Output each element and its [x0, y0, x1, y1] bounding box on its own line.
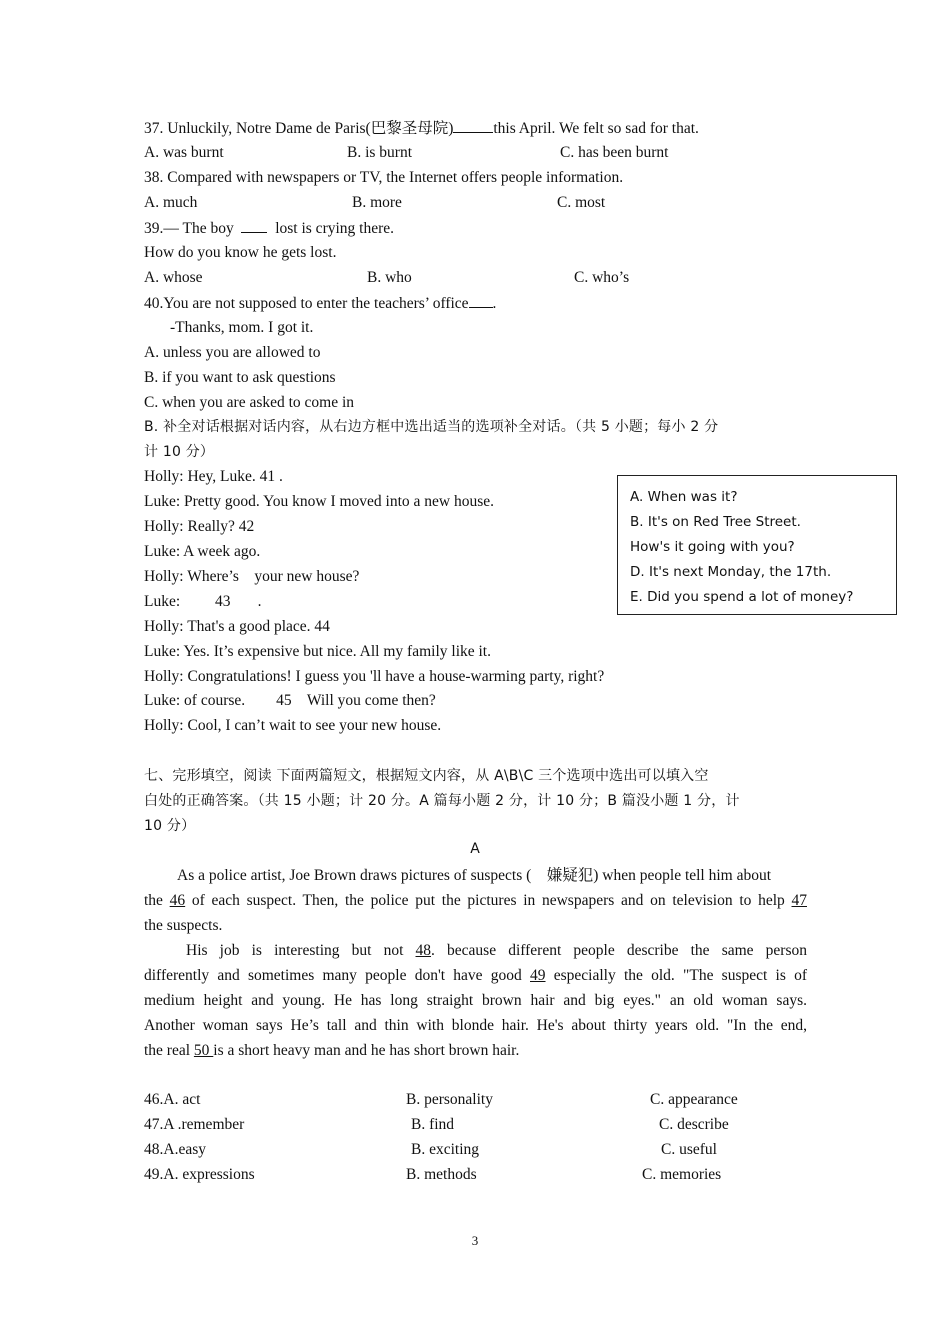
- q40-stem-end: .: [492, 295, 497, 312]
- dialog-line: Luke: Pretty good. You know I moved into a new house.: [144, 493, 495, 510]
- passage-text: the: [144, 892, 163, 909]
- dialog-instruction-line-2: 计 10 分）: [144, 444, 215, 460]
- dialog-option: How's it going with you?: [630, 539, 795, 555]
- blank-47: 47: [791, 892, 807, 909]
- cloze-option-c: C. describe: [659, 1116, 729, 1133]
- q38-option-c: C. most: [557, 194, 606, 211]
- cloze-option-a: 46.A. act: [144, 1091, 201, 1108]
- passage-text: of each suspect. Then, the police put the pictures in newspapers and on television to help: [191, 892, 785, 909]
- cloze-option-b: B. methods: [406, 1166, 477, 1183]
- passage-text: especially the old. "The suspect is of: [553, 967, 808, 984]
- passage-text: His job is interesting but not: [186, 942, 404, 959]
- passage-line: [186, 941, 807, 961]
- q39-stem-start: 39.— The boy: [144, 220, 234, 237]
- q40-option-a: A. unless you are allowed to: [144, 344, 321, 361]
- passage-text: the real: [144, 1042, 191, 1059]
- cloze-instruction-line-1: 七、完形填空，阅读 下面两篇短文，根据短文内容，从 A\B\C 三个选项中选出可以填入空: [144, 768, 709, 784]
- q39-option-a: A. whose: [144, 269, 203, 286]
- passage-line: As a police artist, Joe Brown draws pictures of suspects ( 嫌疑犯) when people tell him about: [177, 867, 772, 884]
- dialog-instruction-line-1: B. 补全对话根据对话内容，从右边方框中选出适当的选项补全对话。（共 5 小题；每小 2 分: [144, 419, 719, 435]
- dialog-option: D. It's next Monday, the 17th.: [630, 564, 832, 580]
- dialog-line: Holly: Really? 42: [144, 518, 255, 535]
- cloze-option-c: C. memories: [642, 1166, 722, 1183]
- question-38: 38. Compared with newspapers or TV, the Internet offers people information.: [144, 169, 624, 186]
- dialog-option: A. When was it?: [630, 489, 738, 505]
- question-40: [144, 293, 496, 313]
- q40-blank: [469, 293, 493, 308]
- passage-line: medium height and young. He has long straight brown hair and big eyes." an old woman says.: [144, 992, 807, 1009]
- cloze-instruction-line-3: 10 分）: [144, 818, 196, 834]
- dialog-option: B. It's on Red Tree Street.: [630, 514, 801, 530]
- q37-option-a: A. was burnt: [144, 144, 224, 161]
- blank-50: 50: [193, 1042, 214, 1059]
- question-39: [144, 218, 394, 238]
- q40-option-b: B. if you want to ask questions: [144, 369, 336, 386]
- q37-stem-start: 37. Unluckily, Notre Dame de Paris(巴黎圣母院): [144, 120, 454, 137]
- dialog-line: Luke: A week ago.: [144, 543, 261, 560]
- dialog-line: Holly: Congratulations! I guess you 'll have a house-warming party, right?: [144, 668, 605, 685]
- dialog-options-box: [617, 475, 897, 615]
- q39-option-b: B. who: [367, 269, 412, 286]
- passage-line: the suspects.: [144, 917, 223, 934]
- blank-46: 46: [169, 892, 186, 909]
- q38-option-b: B. more: [352, 194, 402, 211]
- q38-option-a: A. much: [144, 194, 198, 211]
- question-37: [144, 118, 699, 138]
- q37-option-b: B. is burnt: [347, 144, 413, 161]
- page-number: 3: [471, 1233, 479, 1248]
- passage-line: Another woman says He’s tall and thin with blonde hair. He's about thirty years old. "In the end,: [144, 1017, 807, 1034]
- dialog-line: Holly: Hey, Luke. 41 .: [144, 468, 283, 485]
- q39-line-2: How do you know he gets lost.: [144, 244, 337, 261]
- passage-line: [144, 966, 807, 986]
- q37-option-c: C. has been burnt: [560, 144, 669, 161]
- passage-line: [144, 891, 807, 911]
- dialog-option: E. Did you spend a lot of money?: [630, 589, 854, 605]
- q40-reply: -Thanks, mom. I got it.: [170, 319, 314, 336]
- blank-49: 49: [530, 967, 546, 984]
- dialog-line: Luke: Yes. It’s expensive but nice. All my family like it.: [144, 643, 491, 660]
- dialog-line: Holly: Where’s your new house?: [144, 568, 360, 585]
- cloze-option-b: B. personality: [406, 1091, 493, 1108]
- q40-option-c: C. when you are asked to come in: [144, 394, 355, 411]
- q39-option-c: C. who’s: [574, 269, 630, 286]
- dialog-line: Holly: That's a good place. 44: [144, 618, 330, 635]
- cloze-option-a: 49.A. expressions: [144, 1166, 255, 1183]
- passage-text: differently and sometimes many people don't have good: [144, 967, 522, 984]
- q37-blank: [453, 118, 493, 133]
- cloze-instruction-line-2: 白处的正确答案。（共 15 小题；计 20 分。A 篇每小题 2 分，计 10 分；B 篇没小题 1 分，计: [144, 793, 740, 809]
- dialog-line: Luke: of course. 45 Will you come then?: [144, 692, 436, 709]
- cloze-option-c: C. useful: [661, 1141, 717, 1158]
- passage-text: is a short heavy man and he has short brown hair.: [213, 1042, 520, 1059]
- q39-blank: [241, 218, 267, 233]
- cloze-option-a: 48.A.easy: [144, 1141, 206, 1158]
- passage-line: [144, 1041, 519, 1061]
- cloze-option-a: 47.A .remember: [144, 1116, 245, 1133]
- blank-48: 48: [415, 942, 432, 959]
- dialog-line: Luke: 43 .: [144, 593, 262, 610]
- cloze-option-b: B. find: [411, 1116, 455, 1133]
- cloze-option-b: B. exciting: [411, 1141, 480, 1158]
- q39-stem-end: lost is crying there.: [275, 220, 395, 237]
- q40-stem-start: 40.You are not supposed to enter the teachers’ office: [144, 295, 469, 312]
- q37-stem-end: this April. We felt so sad for that.: [493, 120, 699, 137]
- passage-label: A: [470, 841, 480, 857]
- cloze-option-c: C. appearance: [650, 1091, 738, 1108]
- passage-text: . because different people describe the same person: [431, 942, 807, 959]
- dialog-line: Holly: Cool, I can’t wait to see your new house.: [144, 717, 442, 734]
